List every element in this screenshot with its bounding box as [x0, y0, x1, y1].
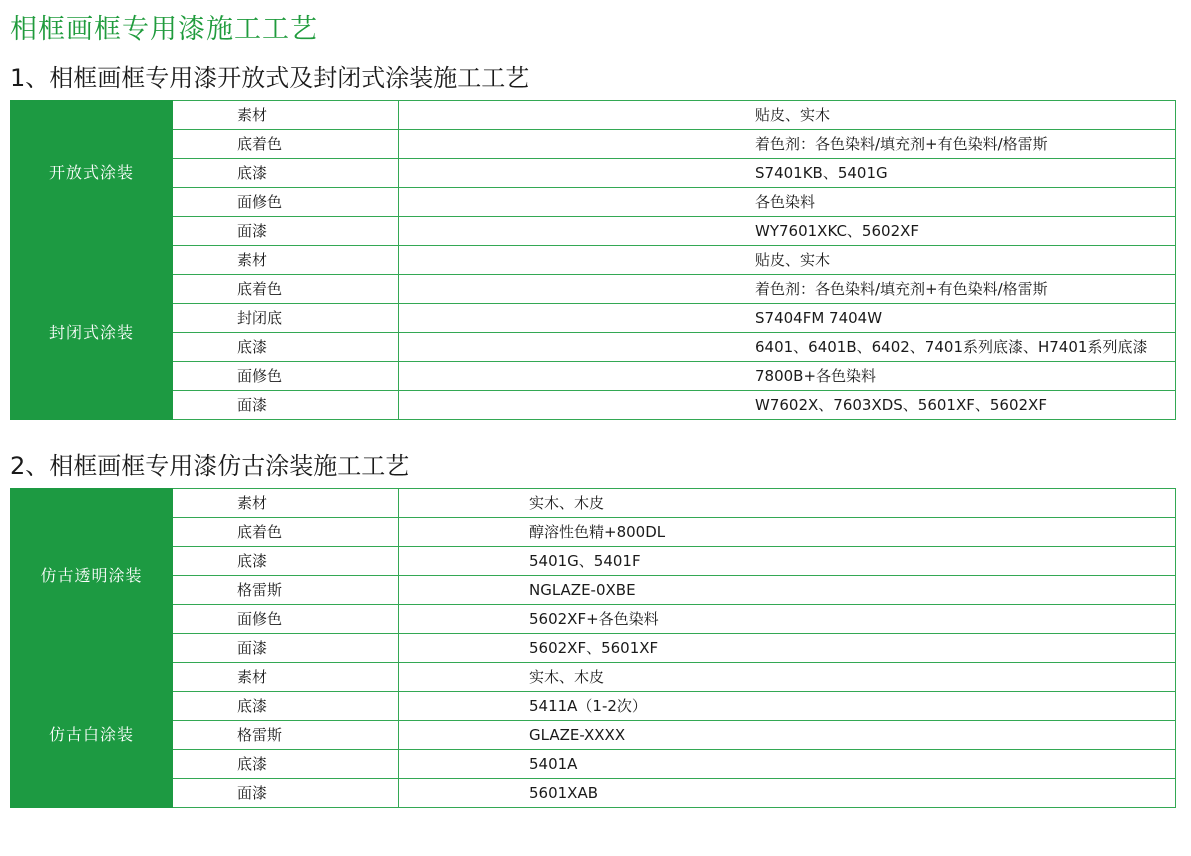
table-row	[11, 362, 1176, 391]
step-name: 格雷斯	[173, 721, 399, 750]
material-value: S7401KB、5401G	[399, 159, 1176, 188]
table-row	[11, 779, 1176, 808]
step-name: 面漆	[173, 779, 399, 808]
step-name: 素材	[173, 101, 399, 130]
material-value: 着色剂：各色染料/填充剂+有色染料/格雷斯	[399, 275, 1176, 304]
step-name: 底着色	[173, 518, 399, 547]
table-row	[11, 605, 1176, 634]
table-row	[11, 130, 1176, 159]
table-row	[11, 750, 1176, 779]
material-value: 6401、6401B、6402、7401系列底漆、H7401系列底漆	[399, 333, 1176, 362]
table-row	[11, 333, 1176, 362]
step-name: 底漆	[173, 159, 399, 188]
step-name: 底着色	[173, 275, 399, 304]
group-label: 仿古透明涂装	[11, 489, 173, 663]
step-name: 素材	[173, 489, 399, 518]
material-value: 5601XAB	[399, 779, 1176, 808]
step-name: 面修色	[173, 362, 399, 391]
group-label: 仿古白涂装	[11, 663, 173, 808]
material-value: 着色剂：各色染料/填充剂+有色染料/格雷斯	[399, 130, 1176, 159]
step-name: 格雷斯	[173, 576, 399, 605]
table-row	[11, 101, 1176, 130]
table-row	[11, 246, 1176, 275]
material-value: S7404FM 7404W	[399, 304, 1176, 333]
table-row	[11, 275, 1176, 304]
table-row	[11, 188, 1176, 217]
table-row	[11, 518, 1176, 547]
step-name: 面漆	[173, 217, 399, 246]
step-name: 封闭底	[173, 304, 399, 333]
table-row	[11, 547, 1176, 576]
material-value: WY7601XKC、5602XF	[399, 217, 1176, 246]
step-name: 面漆	[173, 391, 399, 420]
material-value: 贴皮、实木	[399, 246, 1176, 275]
material-value: 7800B+各色染料	[399, 362, 1176, 391]
material-value: 贴皮、实木	[399, 101, 1176, 130]
material-value: 实木、木皮	[399, 489, 1176, 518]
material-value: 5602XF、5601XF	[399, 634, 1176, 663]
table-row	[11, 159, 1176, 188]
table-row	[11, 489, 1176, 518]
step-name: 素材	[173, 246, 399, 275]
table-row	[11, 663, 1176, 692]
material-value: 各色染料	[399, 188, 1176, 217]
section-1-title: 1、相框画框专用漆开放式及封闭式涂装施工工艺	[10, 64, 530, 92]
material-value: 5401G、5401F	[399, 547, 1176, 576]
table-row	[11, 391, 1176, 420]
material-value: 实木、木皮	[399, 663, 1176, 692]
group-label: 封闭式涂装	[11, 246, 173, 420]
table-row	[11, 634, 1176, 663]
material-value: GLAZE-XXXX	[399, 721, 1176, 750]
table-row	[11, 304, 1176, 333]
step-name: 底漆	[173, 547, 399, 576]
step-name: 面修色	[173, 188, 399, 217]
step-name: 底着色	[173, 130, 399, 159]
table-row	[11, 692, 1176, 721]
material-value: NGLAZE-0XBE	[399, 576, 1176, 605]
section-2-title: 2、相框画框专用漆仿古涂装施工工艺	[10, 452, 410, 480]
step-name: 面漆	[173, 634, 399, 663]
step-name: 面修色	[173, 605, 399, 634]
step-name: 底漆	[173, 333, 399, 362]
material-value: 5411A（1-2次）	[399, 692, 1176, 721]
process-table-1	[10, 100, 1176, 420]
material-value: 醇溶性色精+800DL	[399, 518, 1176, 547]
material-value: W7602X、7603XDS、5601XF、5602XF	[399, 391, 1176, 420]
group-label: 开放式涂装	[11, 101, 173, 246]
material-value: 5401A	[399, 750, 1176, 779]
table-row	[11, 721, 1176, 750]
page-title: 相框画框专用漆施工工艺	[10, 14, 318, 45]
table-row	[11, 217, 1176, 246]
material-value: 5602XF+各色染料	[399, 605, 1176, 634]
step-name: 素材	[173, 663, 399, 692]
step-name: 底漆	[173, 692, 399, 721]
process-table-2	[10, 488, 1176, 808]
table-row	[11, 576, 1176, 605]
step-name: 底漆	[173, 750, 399, 779]
